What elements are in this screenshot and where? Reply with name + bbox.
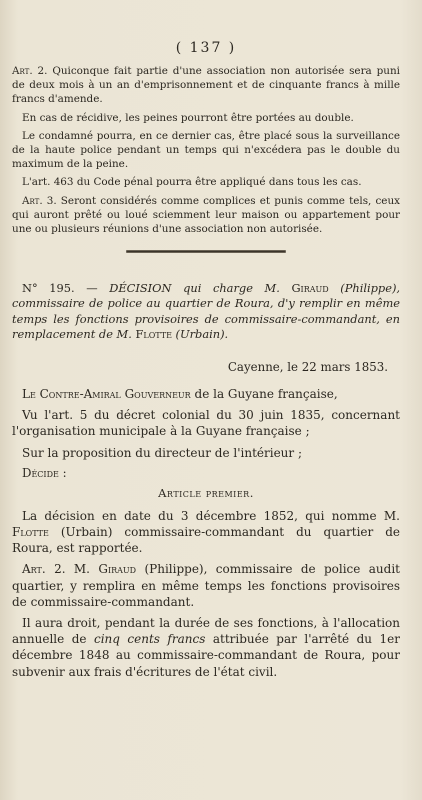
article-label: Art. 2. [22,562,66,577]
article-1-paragraph [12,508,400,557]
decision-title-b: (Philippe), commissaire de police au quartier de Roura, d'y remplir en même temps les fonctions provisoires de commissaire-commandant, en remplacement de M. [12,281,401,341]
governor-line [12,386,400,402]
vu-paragraph: Vu l'art. 5 du décret colonial du 30 juin 1835, concernant l'organisation municipale à la Guyane française ; [12,408,400,439]
decide-label: Décide : [22,465,67,480]
decision-name-flotte: Flotte [135,326,172,341]
droit-text-a: Il aura droit, pendant la durée de ses fonctions, à l'allocation annuelle de [12,616,400,647]
section-divider [126,250,286,253]
decision-number: N° 195. — [22,281,98,296]
art1-text-b: (Urbain) commissaire-commandant du quartier de Roura, est rapportée. [12,525,400,556]
decision-name-giraud: Giraud [291,281,329,296]
article-label: Art. 3. [22,194,57,207]
page-number: ( 137 ) [175,40,237,56]
article-premier-heading: Article premier. [158,485,254,500]
art1-name-flotte: Flotte [12,525,49,540]
recidive-paragraph: En cas de récidive, les peines pourront être portées au double. [22,111,354,124]
decision-heading [12,281,400,342]
article-label: Art. 2. [12,65,48,77]
article-text: Quiconque fait partie d'une association non autorisée sera puni de deux mois à un an d'emprisonnement et de cinquante francs à mille francs d'amende. [12,65,400,106]
droit-amount: cinq cents francs [93,632,206,647]
art2b-name-giraud: Giraud [98,562,137,577]
article-2b-paragraph [12,561,400,610]
art1-text-a: La décision en date du 3 décembre 1852, qui nomme M. [22,508,400,523]
surveillance-paragraph: Le condamné pourra, en ce dernier cas, être placé sous la surveillance de la haute police pendant un temps qui n'excédera pas le double du maximum de la peine. [12,129,400,171]
governor-title: Le Contre-Amiral Gouverneur [22,387,191,402]
decision-title-a: DÉCISION qui charge M. [109,281,280,296]
article-2-paragraph [12,64,400,107]
droit-text-b: attribuée par l'arrêté du 1er décembre 1848 au commissaire-commandant de Roura, pour subvenir aux frais d'écritures de l'état civil. [12,632,400,679]
allocation-paragraph [12,615,400,680]
proposition-paragraph: Sur la proposition du directeur de l'intérieur ; [22,445,303,460]
art2b-text-a: M. [73,562,90,577]
article-text: Seront considérés comme complices et punis comme tels, ceux qui auront prêté ou loué sciemment leur maison ou appartement pour une ou plusieurs réunions d'une association non autorisée. [12,194,400,236]
article-3-paragraph [12,194,400,237]
code-penal-paragraph: L'art. 463 du Code pénal pourra être appliqué dans tous les cas. [22,176,362,189]
dateline: Cayenne, le 22 mars 1853. [227,360,388,375]
governor-rest: de la Guyane française, [194,387,338,402]
art2b-text-b: (Philippe), commissaire de police audit quartier, y remplira en même temps les fonctions provisoires de commissaire-commandant. [12,562,400,609]
decision-title-c: (Urbain). [175,326,229,341]
